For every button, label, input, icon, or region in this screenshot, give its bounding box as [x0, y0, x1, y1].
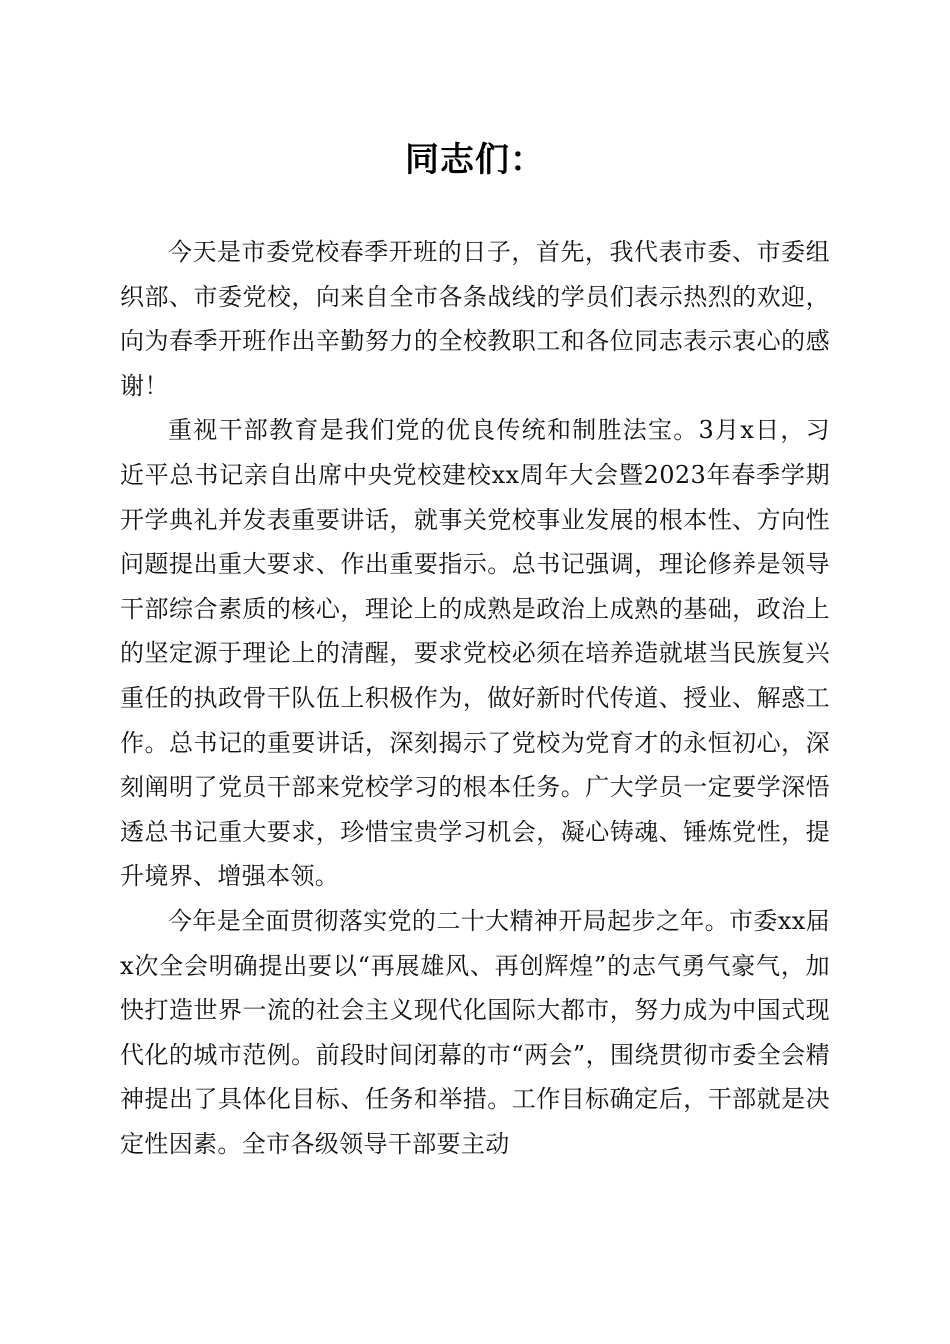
paragraph-cadre-education: 重视干部教育是我们党的优良传统和制胜法宝。3月x日，习近平总书记亲自出席中央党校建校xx周年大会暨2023年春季学期开学典礼并发表重要讲话，就事关党校事业发展的根本性、方向性问题提出重大要求、作出重要指示。总书记强调，理论修养是领导干部综合素质的核心，理论上的成熟是政治上成熟的基础，政治上的坚定源于理论上的清醒，要求党校必须在培养造就堪当民族复兴重任的执政骨干队伍上积极作为，做好新时代传道、授业、解惑工作。总书记的重要讲话，深刻揭示了党校为党育才的永恒初心，深刻阐明了党员干部来党校学习的根本任务。广大学员一定要学深悟透总书记重大要求，珍惜宝贵学习机会，凝心铸魂、锤炼党性，提升境界、增强本领。 — [120, 416, 830, 891]
paragraph-this-year-goals: 今年是全面贯彻落实党的二十大精神开局起步之年。市委xx届x次全会明确提出要以“再展雄风、再创辉煌”的志气勇气豪气，加快打造世界一流的社会主义现代化国际大都市，努力成为中国式现代化的城市范例。前段时间闭幕的市“两会”，围绕贯彻市委全会精神提出了具体化目标、任务和举措。工作目标确定后，干部就是决定性因素。全市各级领导干部要主动 — [120, 906, 830, 1158]
paragraph-opening-welcome: 今天是市委党校春季开班的日子，首先，我代表市委、市委组织部、市委党校，向来自全市各条战线的学员们表示热烈的欢迎，向为春季开班作出辛勤努力的全校教职工和各位同志表示衷心的感谢！ — [120, 238, 830, 400]
document-body — [120, 230, 830, 1166]
document-title: 同志们： — [405, 140, 545, 180]
